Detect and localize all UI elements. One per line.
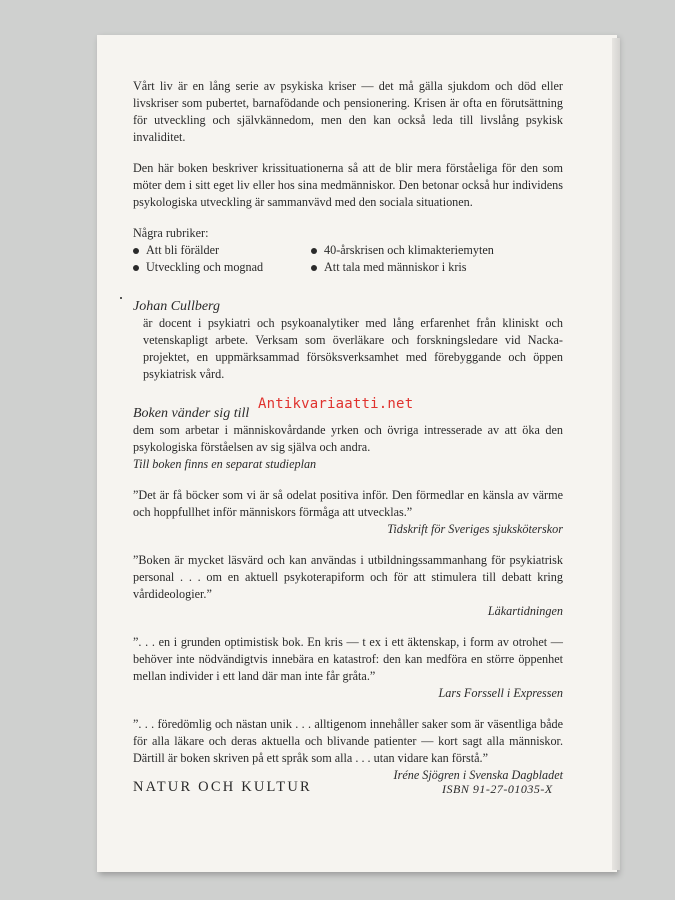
author-bio: är docent i psykiatri och psykoanalytiker med lång erfarenhet från kliniskt och vetenskapligt arbete. Verksam som överläkare och forskningsledare vid Nacka-projektet, en uppmärksammad försöksverksamhet med förebyggande och öppen psykiatrisk vård.	[143, 316, 563, 381]
quote-text: ”Boken är mycket läsvärd och kan användas i utbildningssammanhang för psykiatrisk personal . . . om en aktuell psykoterapiform och för att stimulera till debatt kring vårdideologier.”	[133, 553, 563, 601]
author-name: Johan Cullberg	[133, 299, 220, 314]
quote-text: ”. . . en i grunden optimistisk bok. En kris — t ex i ett äktenskap, i form av otrohet — behöver inte nödvändigtvis innebära en katastrof: den kan medföra en större öppenhet mellan individer i ett land där man inte får gråta.”	[133, 635, 563, 683]
watermark-text: Antikvariaatti.net	[258, 396, 414, 412]
print-speck	[120, 297, 122, 299]
study-plan-note: Till boken finns en separat studieplan	[133, 457, 317, 471]
quote-text: ”. . . föredömlig och nästan unik . . . alltigenom innehåller saker som är väsentliga både för alla läkare och deras aktuella och blivande patienter — kort sagt alla människor. Därtill är boken skriven på ett språk som alla . . . utan vidare kan förstå.”	[133, 717, 563, 765]
topic-item: Att tala med människor i kris	[311, 259, 571, 276]
audience-text: dem som arbetar i människovårdande yrken och övriga intresserade av att öka den psykologiska förståelsen av sig själva och andra.	[133, 423, 563, 454]
publisher-name: NATUR OCH KULTUR	[133, 779, 312, 795]
quote-source: Lars Forssell i Expressen	[438, 686, 563, 700]
topic-item: 40-årskrisen och klimakteriemyten	[311, 242, 571, 259]
topics-list	[133, 242, 563, 276]
topic-item: Utveckling och mognad	[133, 259, 311, 276]
audience-heading: Boken vänder sig till	[133, 406, 250, 421]
quote-text: ”Det är få böcker som vi är så odelat positiva inför. Den förmedlar en känsla av värme och hoppfullhet inför människors förmåga att utvecklas.”	[133, 488, 563, 519]
book-page-edge	[612, 38, 620, 870]
quote-source: Läkartidningen	[487, 604, 563, 618]
isbn-number: ISBN 91-27-01035-X	[442, 782, 553, 796]
quote-source: Tidskrift för Sveriges sjuksköterskor	[387, 522, 563, 536]
topics-label: Några rubriker:	[133, 226, 209, 240]
review-quote	[133, 716, 563, 784]
bullet-icon	[311, 265, 317, 271]
review-quote	[133, 634, 563, 702]
review-quote	[133, 487, 563, 538]
topic-item: Att bli förälder	[133, 242, 311, 259]
bullet-icon	[311, 248, 317, 254]
quote-source: Iréne Sjögren i Svenska Dagbladet	[393, 768, 563, 782]
review-quote	[133, 552, 563, 620]
back-cover-text	[133, 78, 563, 784]
bullet-icon	[133, 265, 139, 271]
bullet-icon	[133, 248, 139, 254]
intro-paragraph-1: Vårt liv är en lång serie av psykiska kriser — det må gälla sjukdom och död eller livskriser som pubertet, barnafödande och pensionering. Krisen är ofta en förutsättning för utveckling och självkännedom, men den kan också leda till livslång psykisk invaliditet.	[133, 79, 563, 144]
intro-paragraph-2: Den här boken beskriver krissituationerna så att de blir mera förståeliga för den som möter dem i sitt eget liv eller hos sina medmänniskor. Den betonar också hur individens psykologiska utveckling är sammanvävd med den sociala situationen.	[133, 161, 563, 209]
